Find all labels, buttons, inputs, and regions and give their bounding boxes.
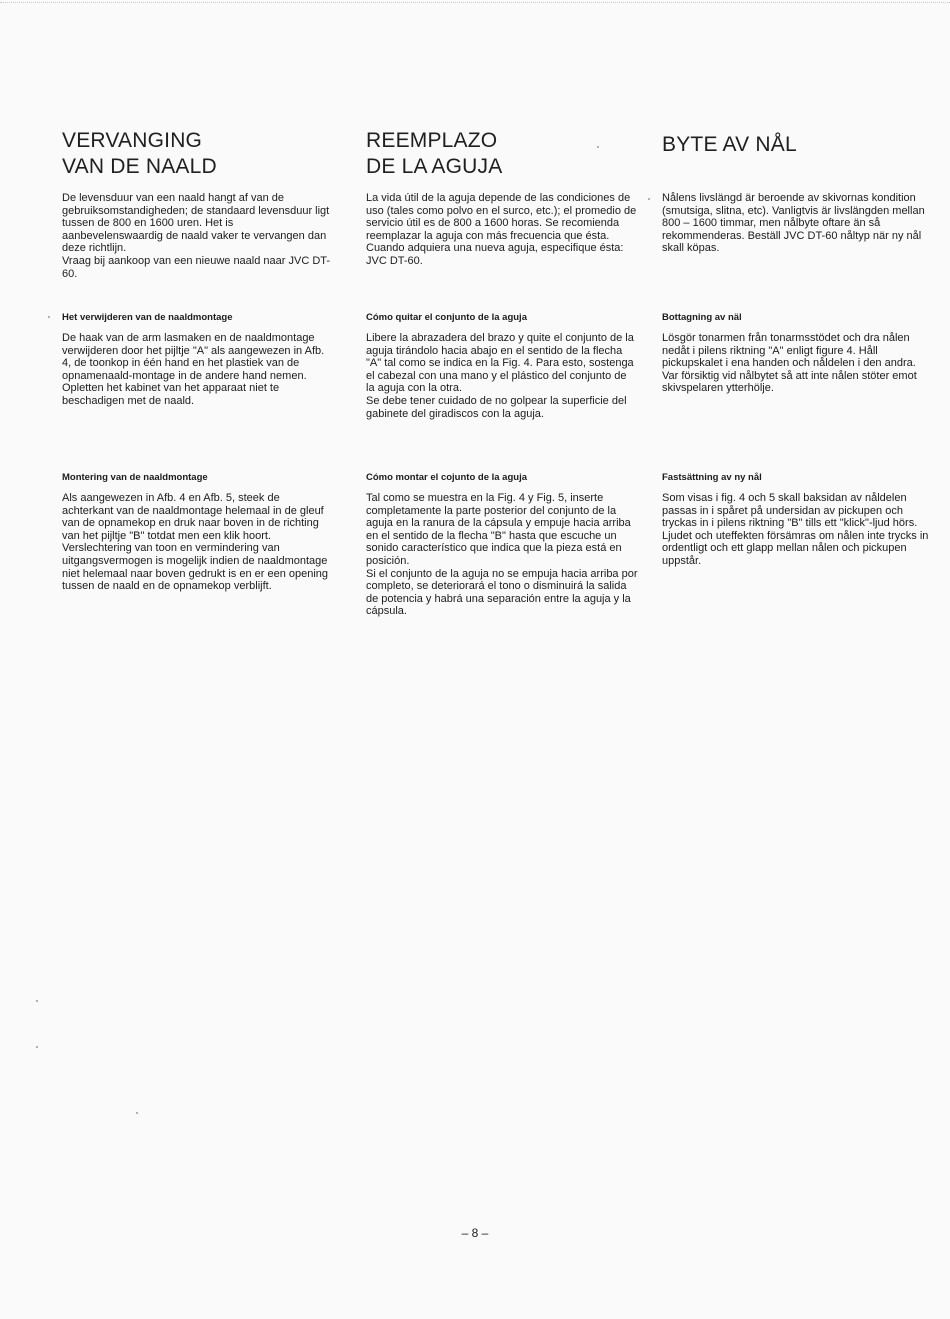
mounting-section: [62, 472, 334, 593]
removal-section: [366, 312, 638, 420]
column-swedish: [662, 128, 934, 567]
intro-text: [662, 192, 934, 255]
page-number: – 8 –: [461, 1226, 489, 1240]
section-text: Verslechtering van toon en vermindering van uitgangsvermogen is mogelijk indien de naaldmontage niet helemaal naar boven gedrukt is en er een opening tussen de naald en de opnamekop verblijft.: [62, 542, 329, 593]
intro-text: [366, 192, 638, 268]
removal-section: [662, 312, 934, 395]
scan-speck: [36, 1000, 38, 1002]
section-text: Si el conjunto de la aguja no se empuja hacia arriba por completo, se deteriorará el tono o disminuirá la salida de potencia y habrá una separación entre la aguja y la cápsula.: [366, 567, 638, 618]
section-text: Var försiktig vid nålbytet så att inte nålen stöter emot skivspelaren ytterhölje.: [662, 369, 917, 395]
scan-edge-line: [0, 2, 950, 4]
section-text: Som visas i fig. 4 och 5 skall baksidan av nåldelen passas in i spåret på undersidan av pickupen och tryckas in i pilens riktning "B" tills ett "klick"-ljud hörs. Ljudet och uteffekten försämras om nålen inte trycks in ordentligt och ett glapp mellan nålen och pickupen uppstår.: [662, 492, 929, 567]
scan-speck: [648, 198, 650, 200]
title-line: VERVANGING: [62, 129, 203, 152]
section-text: Libere la abrazadera del brazo y quite el conjunto de la aguja tirándolo hacia abajo en el sentido de la flecha "A" tal como se indica en la Fig. 4. Para esto, sostenga el cabezal con una mano y el plástico del conjunto de la aguja con la otra.: [366, 332, 634, 395]
title-line: VAN DE NAALD: [62, 155, 217, 178]
section-heading: Bottagning av näl: [662, 312, 742, 323]
intro-paragraph: Vraag bij aankoop van een nieuwe naald naar JVC DT-60.: [62, 254, 331, 280]
section-text: Lösgör tonarmen från tonarmsstödet och dra nålen nedåt i pilens riktning "A" enligt figure 4. Håll pickupskalet i ena handen och nåldelen i den andra.: [662, 332, 916, 370]
intro-text: [62, 192, 334, 280]
mounting-section: [366, 472, 638, 618]
section-heading: Het verwijderen van de naaldmontage: [62, 312, 233, 323]
scan-speck: [597, 146, 599, 148]
column-spanish: [366, 128, 638, 618]
section-title: [62, 128, 334, 180]
intro-paragraph: La vida útil de la aguja depende de las condiciones de uso (tales como polvo en el surco, etc.); el promedio de servicio útil es de 800 a 1600 horas. Se recomienda reemplazar la aguja con más frecuencia que ésta.: [366, 192, 637, 242]
section-heading: Fastsättning av ny nål: [662, 472, 762, 483]
mounting-section: [662, 472, 934, 568]
section-title: [662, 128, 934, 158]
intro-paragraph: Cuando adquiera una nueva aguja, especifique ésta: JVC DT-60.: [366, 242, 624, 267]
section-text: Als aangewezen in Afb. 4 en Afb. 5, steek de achterkant van de naaldmontage helemaal in de gleuf van de opnamekop en druk naar boven in de richting van het pijltje "B" totdat men een klik hoort.: [62, 492, 324, 542]
removal-section: [62, 312, 334, 408]
section-text: Se debe tener cuidado de no golpear la superficie del gabinete del giradiscos con la aguja.: [366, 394, 627, 420]
section-text: De haak van de arm lasmaken en de naaldmontage verwijderen door het pijltje "A" als aangewezen in Afb. 4, de toonkop in één hand en het plastiek van de opnamenaald-montage in de andere hand nemen. Opletten het kabinet van het apparaat niet te beschadigen met de naald.: [62, 332, 325, 407]
section-heading: Montering van de naaldmontage: [62, 472, 208, 483]
intro-paragraph: Nålens livslängd är beroende av skivornas kondition (smutsiga, slitna, etc). Vanligtvis är livslängden mellan 800 – 1600 timmar, men nålbyte oftare än så rekommenderas. Beställ JVC DT-60 nåltyp när ny nål skall köpas.: [662, 192, 925, 255]
scan-speck: [48, 316, 50, 318]
title-line: REEMPLAZO: [366, 129, 498, 152]
section-text: Tal como se muestra en la Fig. 4 y Fig. 5, inserte completamente la parte posterior del conjunto de la aguja en la ranura de la cápsula y empuje hacia arriba en el sentido de la flecha "B" hasta que escuche un sonido característico que indica que la pieza está en posición.: [366, 492, 631, 567]
column-dutch: [62, 128, 334, 593]
section-title: [366, 128, 638, 180]
title-line: BYTE AV NÅL: [662, 133, 797, 156]
section-heading: Cómo montar el cojunto de la aguja: [366, 472, 527, 483]
title-line: DE LA AGUJA: [366, 155, 503, 178]
section-heading: Cómo quitar el conjunto de la aguja: [366, 312, 527, 323]
scan-speck: [136, 1112, 138, 1114]
intro-paragraph: De levensduur van een naald hangt af van de gebruiksomstandigheden; de standaard levensduur ligt tussen de 800 en 1600 uren. Het is aanbevelenswaardig de naald vaker te vervangen dan deze richtlijn.: [62, 192, 330, 255]
scan-speck: [36, 1046, 38, 1048]
